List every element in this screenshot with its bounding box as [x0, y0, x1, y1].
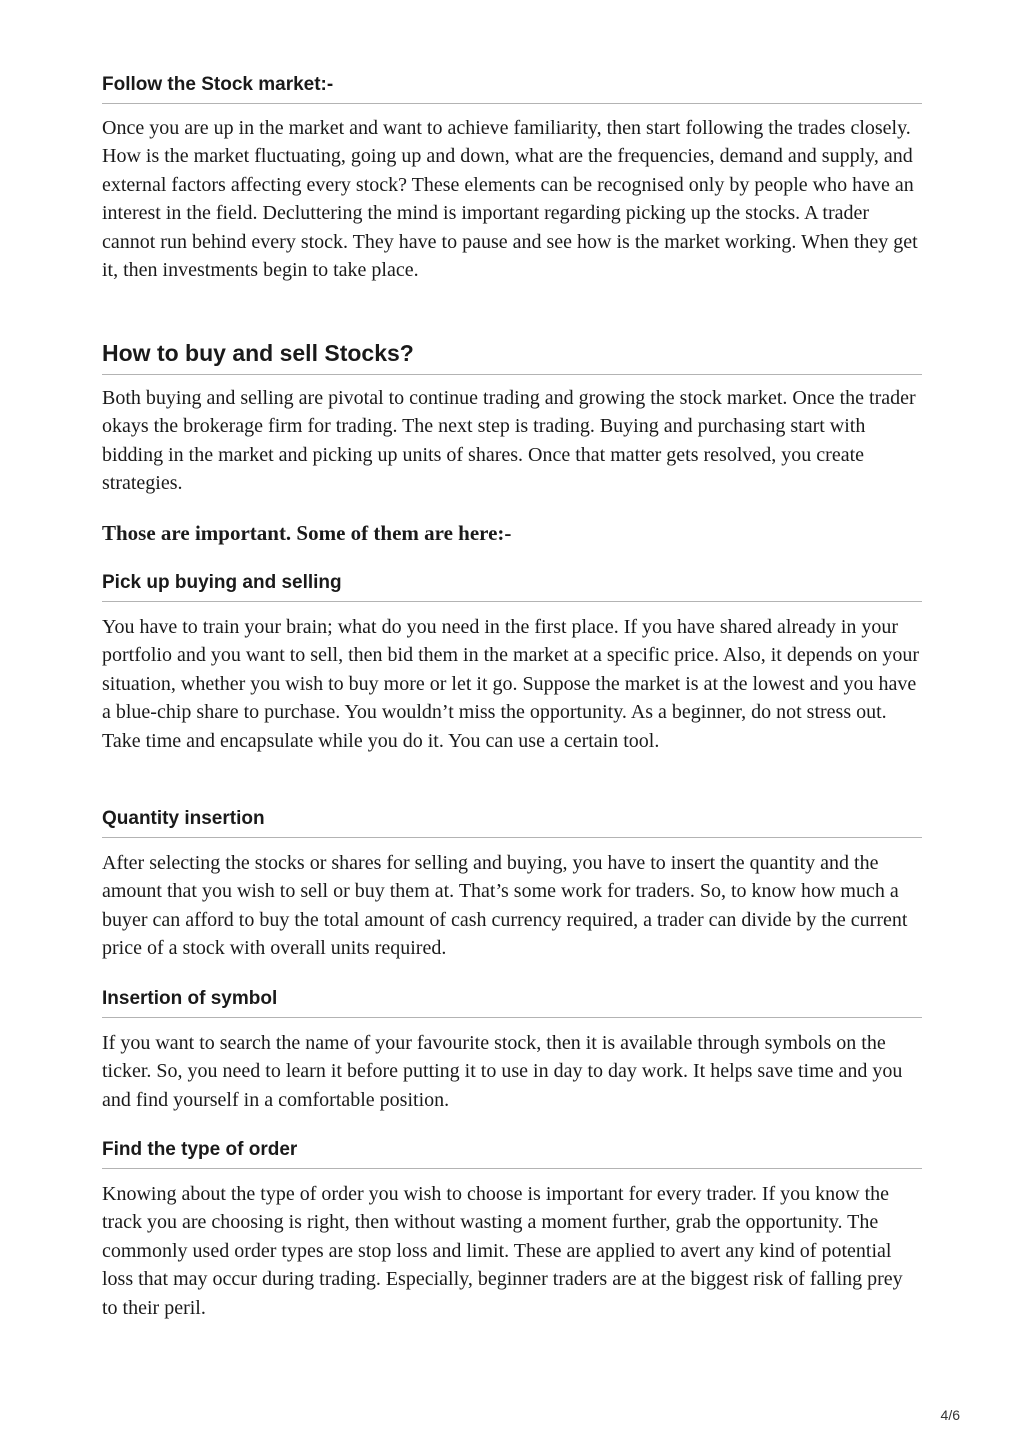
- bold-statement: Those are important. Some of them are here:-: [102, 521, 512, 545]
- section-type-of-order: [102, 1139, 922, 1169]
- paragraph: If you want to search the name of your favourite stock, then it is available through symbols on the ticker. So, you need to learn it before putting it to use in day to day work. It helps save time and you and find yourself in a comfortable position.: [102, 1032, 903, 1111]
- paragraph: After selecting the stocks or shares for selling and buying, you have to insert the quantity and the amount that you wish to sell or buy them at. That’s some work for traders. So, to know how much a buyer can afford to buy the total amount of cash currency required, a trader can divide by the current price of a stock with overall units required.: [102, 852, 908, 960]
- section-follow-stock-market: [102, 74, 922, 104]
- section-pick-up: [102, 572, 922, 602]
- section-insertion-of-symbol: [102, 988, 922, 1018]
- section-heading: Quantity insertion: [102, 808, 922, 838]
- section-heading: Follow the Stock market:-: [102, 74, 922, 104]
- section-buy-sell-body: [102, 384, 922, 498]
- page-number: 4/6: [940, 1407, 960, 1423]
- paragraph: Once you are up in the market and want to achieve familiarity, then start following the trades closely. How is the market fluctuating, going up and down, what are the frequencies, demand and supply, and external factors affecting every stock? These elements can be recognised only by people who have an interest in the field. Decluttering the mind is important regarding picking up the stocks. A trader cannot run behind every stock. They have to pause and see how is the market working. When they get it, then investments begin to take place.: [102, 117, 918, 282]
- important-note: [102, 520, 922, 546]
- section-follow-body: [102, 114, 922, 284]
- paragraph: Both buying and selling are pivotal to continue trading and growing the stock market. Once the trader okays the brokerage firm for trading. The next step is trading. Buying and purchasing start with bidding in the market and picking up units of shares. Once that matter gets resolved, you create strategies.: [102, 387, 916, 495]
- section-heading: Pick up buying and selling: [102, 572, 922, 602]
- section-heading: Find the type of order: [102, 1139, 922, 1169]
- section-quantity-body: [102, 849, 922, 963]
- paragraph: Knowing about the type of order you wish to choose is important for every trader. If you know the track you are choosing is right, then without wasting a moment further, grab the opportunity. The commonly used order types are stop loss and limit. These are applied to avert any kind of potential loss that may occur during trading. Especially, beginner traders are at the biggest risk of falling prey to their peril.: [102, 1183, 903, 1319]
- paragraph: You have to train your brain; what do you need in the first place. If you have shared already in your portfolio and you want to sell, then bid them in the market at a specific price. Also, it depends on your situation, whether you wish to buy more or let it go. Suppose the market is at the lowest and you have a blue-chip share to purchase. You wouldn’t miss the opportunity. As a beginner, do not stress out. Take time and encapsulate while you do it. You can use a certain tool.: [102, 616, 920, 752]
- section-order-body: [102, 1180, 922, 1322]
- section-how-to-buy-sell: [102, 340, 922, 375]
- section-heading: How to buy and sell Stocks?: [102, 340, 922, 375]
- section-pick-up-body: [102, 613, 922, 755]
- section-heading: Insertion of symbol: [102, 988, 922, 1018]
- section-quantity-insertion: [102, 808, 922, 838]
- section-symbol-body: [102, 1029, 922, 1114]
